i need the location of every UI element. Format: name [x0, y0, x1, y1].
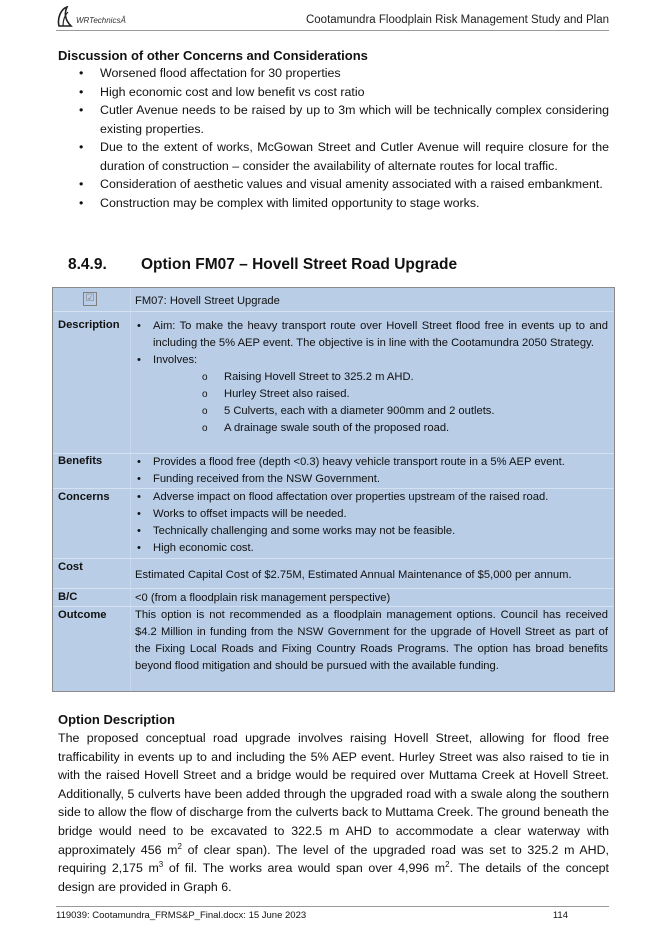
- description-aim: • Aim: To make the heavy transport route over Hovell Street flood free in events up to and including the 5% AEP event. The objective is in line with the Cootamundra 2050 Strategy.: [135, 318, 608, 352]
- list-item: • Due to the extent of works, McGowan Street and Cutler Avenue will require closure for the duration of construction – consider the availability of alternate routes for local traffic.: [58, 138, 609, 175]
- logo-mark-icon: [56, 6, 74, 28]
- list-item: • High economic cost and low benefit vs cost ratio: [58, 83, 609, 102]
- page-header: [56, 4, 609, 31]
- page-footer: [56, 906, 609, 921]
- option-description-body: [58, 729, 609, 896]
- header-title: Cootamundra Floodplain Risk Management Study and Plan: [305, 14, 609, 26]
- footer-doc: 119039: Cootamundra_FRMS&P_Final.docx: 15 June 2023: [56, 910, 307, 921]
- discussion-list: [58, 64, 609, 212]
- checkbox-icon: ☑: [83, 292, 97, 306]
- sub-item: o A drainage swale south of the proposed road.: [135, 420, 608, 437]
- label-bc: B/C: [58, 591, 78, 603]
- list-item: • Technically challenging and some works may not be feasible.: [135, 523, 608, 540]
- list-item: • Works to offset impacts will be needed.: [135, 506, 608, 523]
- option-number: 8.4.9.: [68, 256, 107, 273]
- superscript: 3: [158, 860, 164, 870]
- superscript: 2: [445, 860, 450, 870]
- logo-text: WRTechnicsÂ: [76, 16, 126, 25]
- sub-item: o Hurley Street also raised.: [135, 386, 608, 403]
- row-divider: [53, 558, 614, 559]
- company-logo: [56, 6, 126, 28]
- label-concerns: Concerns: [58, 491, 110, 503]
- label-description: Description: [58, 319, 120, 331]
- sub-item: o Raising Hovell Street to 325.2 m AHD.: [135, 369, 608, 386]
- column-divider: [130, 288, 131, 691]
- benefits-cell: [135, 454, 608, 488]
- body-text: of clear span). The level of the upgraded road was set to 325.2 m AHD, requiring 2,175 m: [58, 842, 609, 876]
- label-outcome: Outcome: [58, 609, 107, 621]
- superscript: 2: [177, 841, 182, 851]
- label-benefits: Benefits: [58, 455, 103, 467]
- table-header-cell: FM07: Hovell Street Upgrade: [135, 295, 280, 307]
- row-divider: [53, 311, 614, 312]
- cost-cell: Estimated Capital Cost of $2.75M, Estimated Annual Maintenance of $5,000 per annum.: [135, 569, 572, 581]
- body-text: The proposed conceptual road upgrade involves raising Hovell Street, allowing for flood free trafficability in events up to and including the 5% AEP event. Hurley Street was also raised to tie in with the raised Hovell Street and a bridge would be required over Muttama Creek at Hovell Street. Additionally, 5 culverts have been added through the upgraded road with a swale along the southern side to allow the flow of discharge from the culverts back to Muttama Creek. The ground beneath the bridge would need to be excavated to 322.5 m AHD to accommodate a clear waterway with approximately 456 m: [58, 731, 609, 857]
- description-involves: • Involves:: [135, 352, 608, 369]
- body-text: . The details of the concept design are provided in Graph 6.: [58, 861, 609, 894]
- list-item: • Consideration of aesthetic values and visual amenity associated with a raised embankment.: [58, 175, 609, 194]
- discussion-heading: Discussion of other Concerns and Considerations: [58, 48, 368, 63]
- option-description-heading: Option Description: [58, 712, 175, 727]
- concerns-cell: [135, 489, 608, 557]
- list-item: • Cutler Avenue needs to be raised by up to 3m which will be technically complex considering existing properties.: [58, 101, 609, 138]
- outcome-cell: This option is not recommended as a floodplain management options. Council has received $4.2 Million in funding from the NSW Government for the upgrade of Hovell Street as part of the Fixing Local Roads and Fixing Country Roads Programs. The option has broad benefits beyond flood mitigation and should be pursued with the available funding.: [135, 609, 608, 672]
- description-cell: [135, 318, 608, 437]
- page-number: 114: [552, 910, 568, 921]
- label-cost: Cost: [58, 561, 83, 573]
- list-item: • Worsened flood affectation for 30 properties: [58, 64, 609, 83]
- sub-item: o 5 Culverts, each with a diameter 900mm and 2 outlets.: [135, 403, 608, 420]
- list-item: • Adverse impact on flood affectation over properties upstream of the raised road.: [135, 489, 608, 506]
- list-item: • Funding received from the NSW Government.: [135, 471, 608, 488]
- row-divider: [53, 588, 614, 589]
- list-item: • Provides a flood free (depth <0.3) heavy vehicle transport route in a 5% AEP event.: [135, 454, 608, 471]
- option-table: [52, 287, 615, 692]
- bc-cell: <0 (from a floodplain risk management perspective): [135, 592, 391, 604]
- option-heading: [68, 256, 457, 274]
- body-text: of fil. The works area would span over 4,996 m: [163, 861, 446, 876]
- option-title: Option FM07 – Hovell Street Road Upgrade: [141, 256, 458, 273]
- list-item: • High economic cost.: [135, 540, 608, 557]
- list-item: • Construction may be complex with limited opportunity to stage works.: [58, 194, 609, 213]
